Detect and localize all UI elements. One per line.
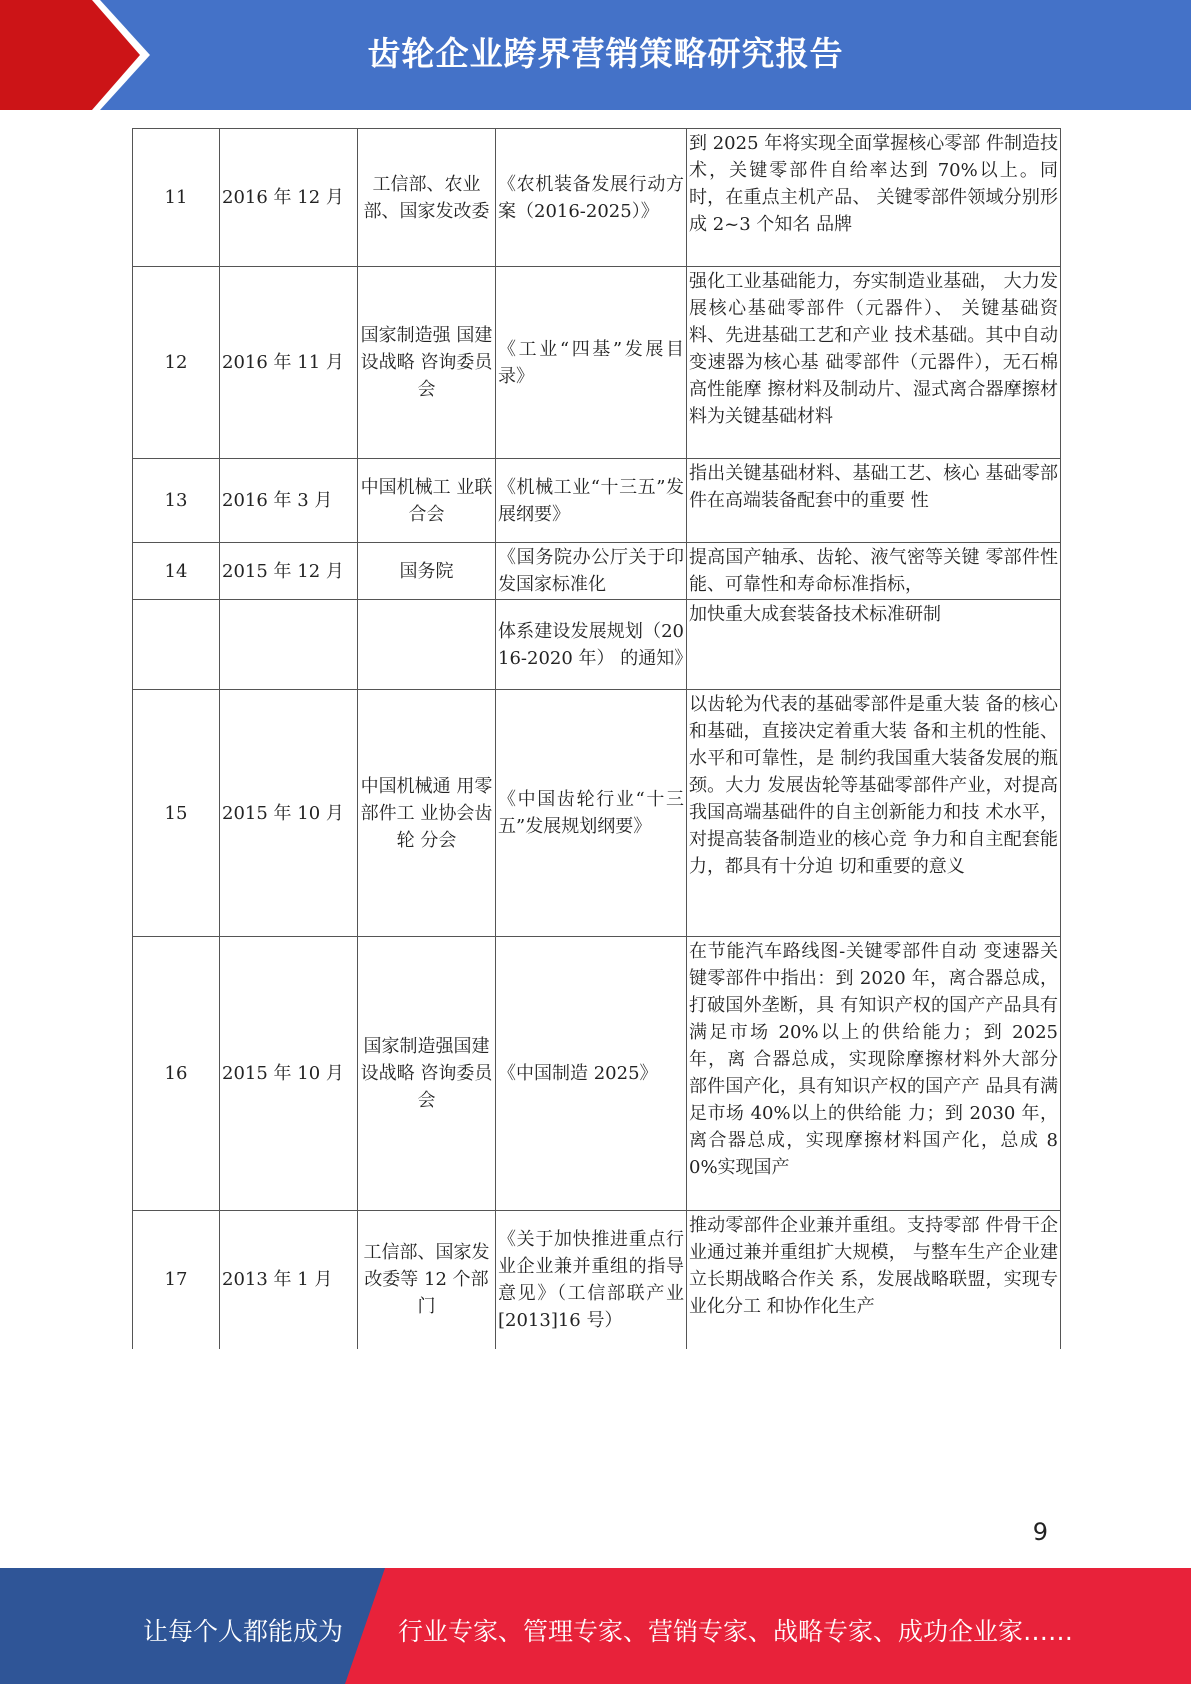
row-content: 强化工业基础能力，夯实制造业基础， 大力发展核心基础零部件（元器件）、 关键基础资料、先进基础工艺和产业 技术基础。其中自动变速器为核心基 础零部件（元器件），无石棉高性能摩 擦材料及制动片、湿式离合器摩擦材 料为关键基础材料 — [687, 267, 1061, 459]
row-document: 《关于加快推进重点行业企业兼并重组的指导意见》（工信部联产业 [2013]16 号） — [496, 1211, 687, 1349]
table-row — [133, 600, 1061, 690]
row-organization: 工信部、国家发改委等 12 个部门 — [358, 1211, 496, 1349]
row-number: 17 — [133, 1211, 220, 1349]
row-number: 12 — [133, 267, 220, 459]
row-number: 13 — [133, 459, 220, 543]
row-organization: 工信部、农业部、国家发改委 — [358, 129, 496, 267]
row-document: 体系建设发展规划（2016-2020 年） 的通知》 — [496, 600, 687, 690]
table-row — [133, 690, 1061, 937]
table-row — [133, 129, 1061, 267]
policy-table — [132, 128, 1061, 1349]
row-organization: 中国机械通 用零部件工 业协会齿轮 分会 — [358, 690, 496, 937]
row-date: 2015 年 12 月 — [220, 543, 358, 600]
row-document: 《农机装备发展行动方案（2016-2025）》 — [496, 129, 687, 267]
row-document: 《中国齿轮行业“十三五”发展规划纲要》 — [496, 690, 687, 937]
row-content: 在节能汽车路线图-关键零部件自动 变速器关键零部件中指出：到 2020 年，离合器总成，打破国外垄断，具 有知识产权的国产产品具有满足市场 20%以上的供给能力；到 2025 年，离 合器总成，实现除摩擦材料外大部分 部件国产化，具有知识产权的国产产 品具有满足市场 40%以上的供给能 力；到 2030 年，离合器总成，实现摩擦材料国产化，总成 80%实现国产 — [687, 937, 1061, 1211]
row-date — [220, 600, 358, 690]
row-date: 2013 年 1 月 — [220, 1211, 358, 1349]
row-date: 2016 年 12 月 — [220, 129, 358, 267]
table-row — [133, 543, 1061, 600]
row-organization: 国家制造强国建设战略 咨询委员会 — [358, 937, 496, 1211]
row-number: 15 — [133, 690, 220, 937]
row-organization — [358, 600, 496, 690]
table-row — [133, 937, 1061, 1211]
row-content: 加快重大成套装备技术标准研制 — [687, 600, 1061, 690]
row-content: 以齿轮为代表的基础零部件是重大装 备的核心和基础，直接决定着重大装 备和主机的性能、水平和可靠性，是 制约我国重大装备发展的瓶颈。大力 发展齿轮等基础零部件产业，对提高 我国高端基础件的自主创新能力和技 术水平，对提高装备制造业的核心竞 争力和自主配套能力，都具有十分迫 切和重要的意义 — [687, 690, 1061, 937]
row-document: 《中国制造 2025》 — [496, 937, 687, 1211]
row-content: 到 2025 年将实现全面掌握核心零部 件制造技术，关键零部件自给率达到 70%以上。同时，在重点主机产品、 关键零部件领域分别形成 2~3 个知名 品牌 — [687, 129, 1061, 267]
footer-slogan-left: 让每个人都能成为 — [143, 1617, 344, 1646]
row-date: 2015 年 10 月 — [220, 690, 358, 937]
row-number — [133, 600, 220, 690]
table-row — [133, 1211, 1061, 1349]
row-number: 14 — [133, 543, 220, 600]
page-number: 9 — [1032, 1518, 1048, 1546]
row-date: 2016 年 3 月 — [220, 459, 358, 543]
row-organization: 国务院 — [358, 543, 496, 600]
row-number: 16 — [133, 937, 220, 1211]
table-row — [133, 459, 1061, 543]
row-date: 2015 年 10 月 — [220, 937, 358, 1211]
footer-banner — [0, 1568, 1191, 1684]
row-content: 推动零部件企业兼并重组。支持零部 件骨干企业通过兼并重组扩大规模， 与整车生产企业建立长期战略合作关 系，发展战略联盟，实现专业化分工 和协作化生产 — [687, 1211, 1061, 1349]
footer-slogan-right: 行业专家、管理专家、营销专家、战略专家、成功企业家…… — [398, 1617, 1074, 1646]
row-content: 提高国产轴承、齿轮、液气密等关键 零部件性能、可靠性和寿命标准指标， — [687, 543, 1061, 600]
table-row — [133, 267, 1061, 459]
row-document: 《机械工业“十三五”发展纲要》 — [496, 459, 687, 543]
header-banner — [0, 0, 1191, 110]
page-title: 齿轮企业跨界营销策略研究报告 — [367, 34, 844, 73]
row-date: 2016 年 11 月 — [220, 267, 358, 459]
row-organization: 中国机械工 业联合会 — [358, 459, 496, 543]
row-content: 指出关键基础材料、基础工艺、核心 基础零部件在高端装备配套中的重要 性 — [687, 459, 1061, 543]
row-organization: 国家制造强 国建设战略 咨询委员会 — [358, 267, 496, 459]
row-document: 《国务院办公厅关于印发国家标准化 — [496, 543, 687, 600]
row-document: 《工业“四基”发展目录》 — [496, 267, 687, 459]
row-number: 11 — [133, 129, 220, 267]
